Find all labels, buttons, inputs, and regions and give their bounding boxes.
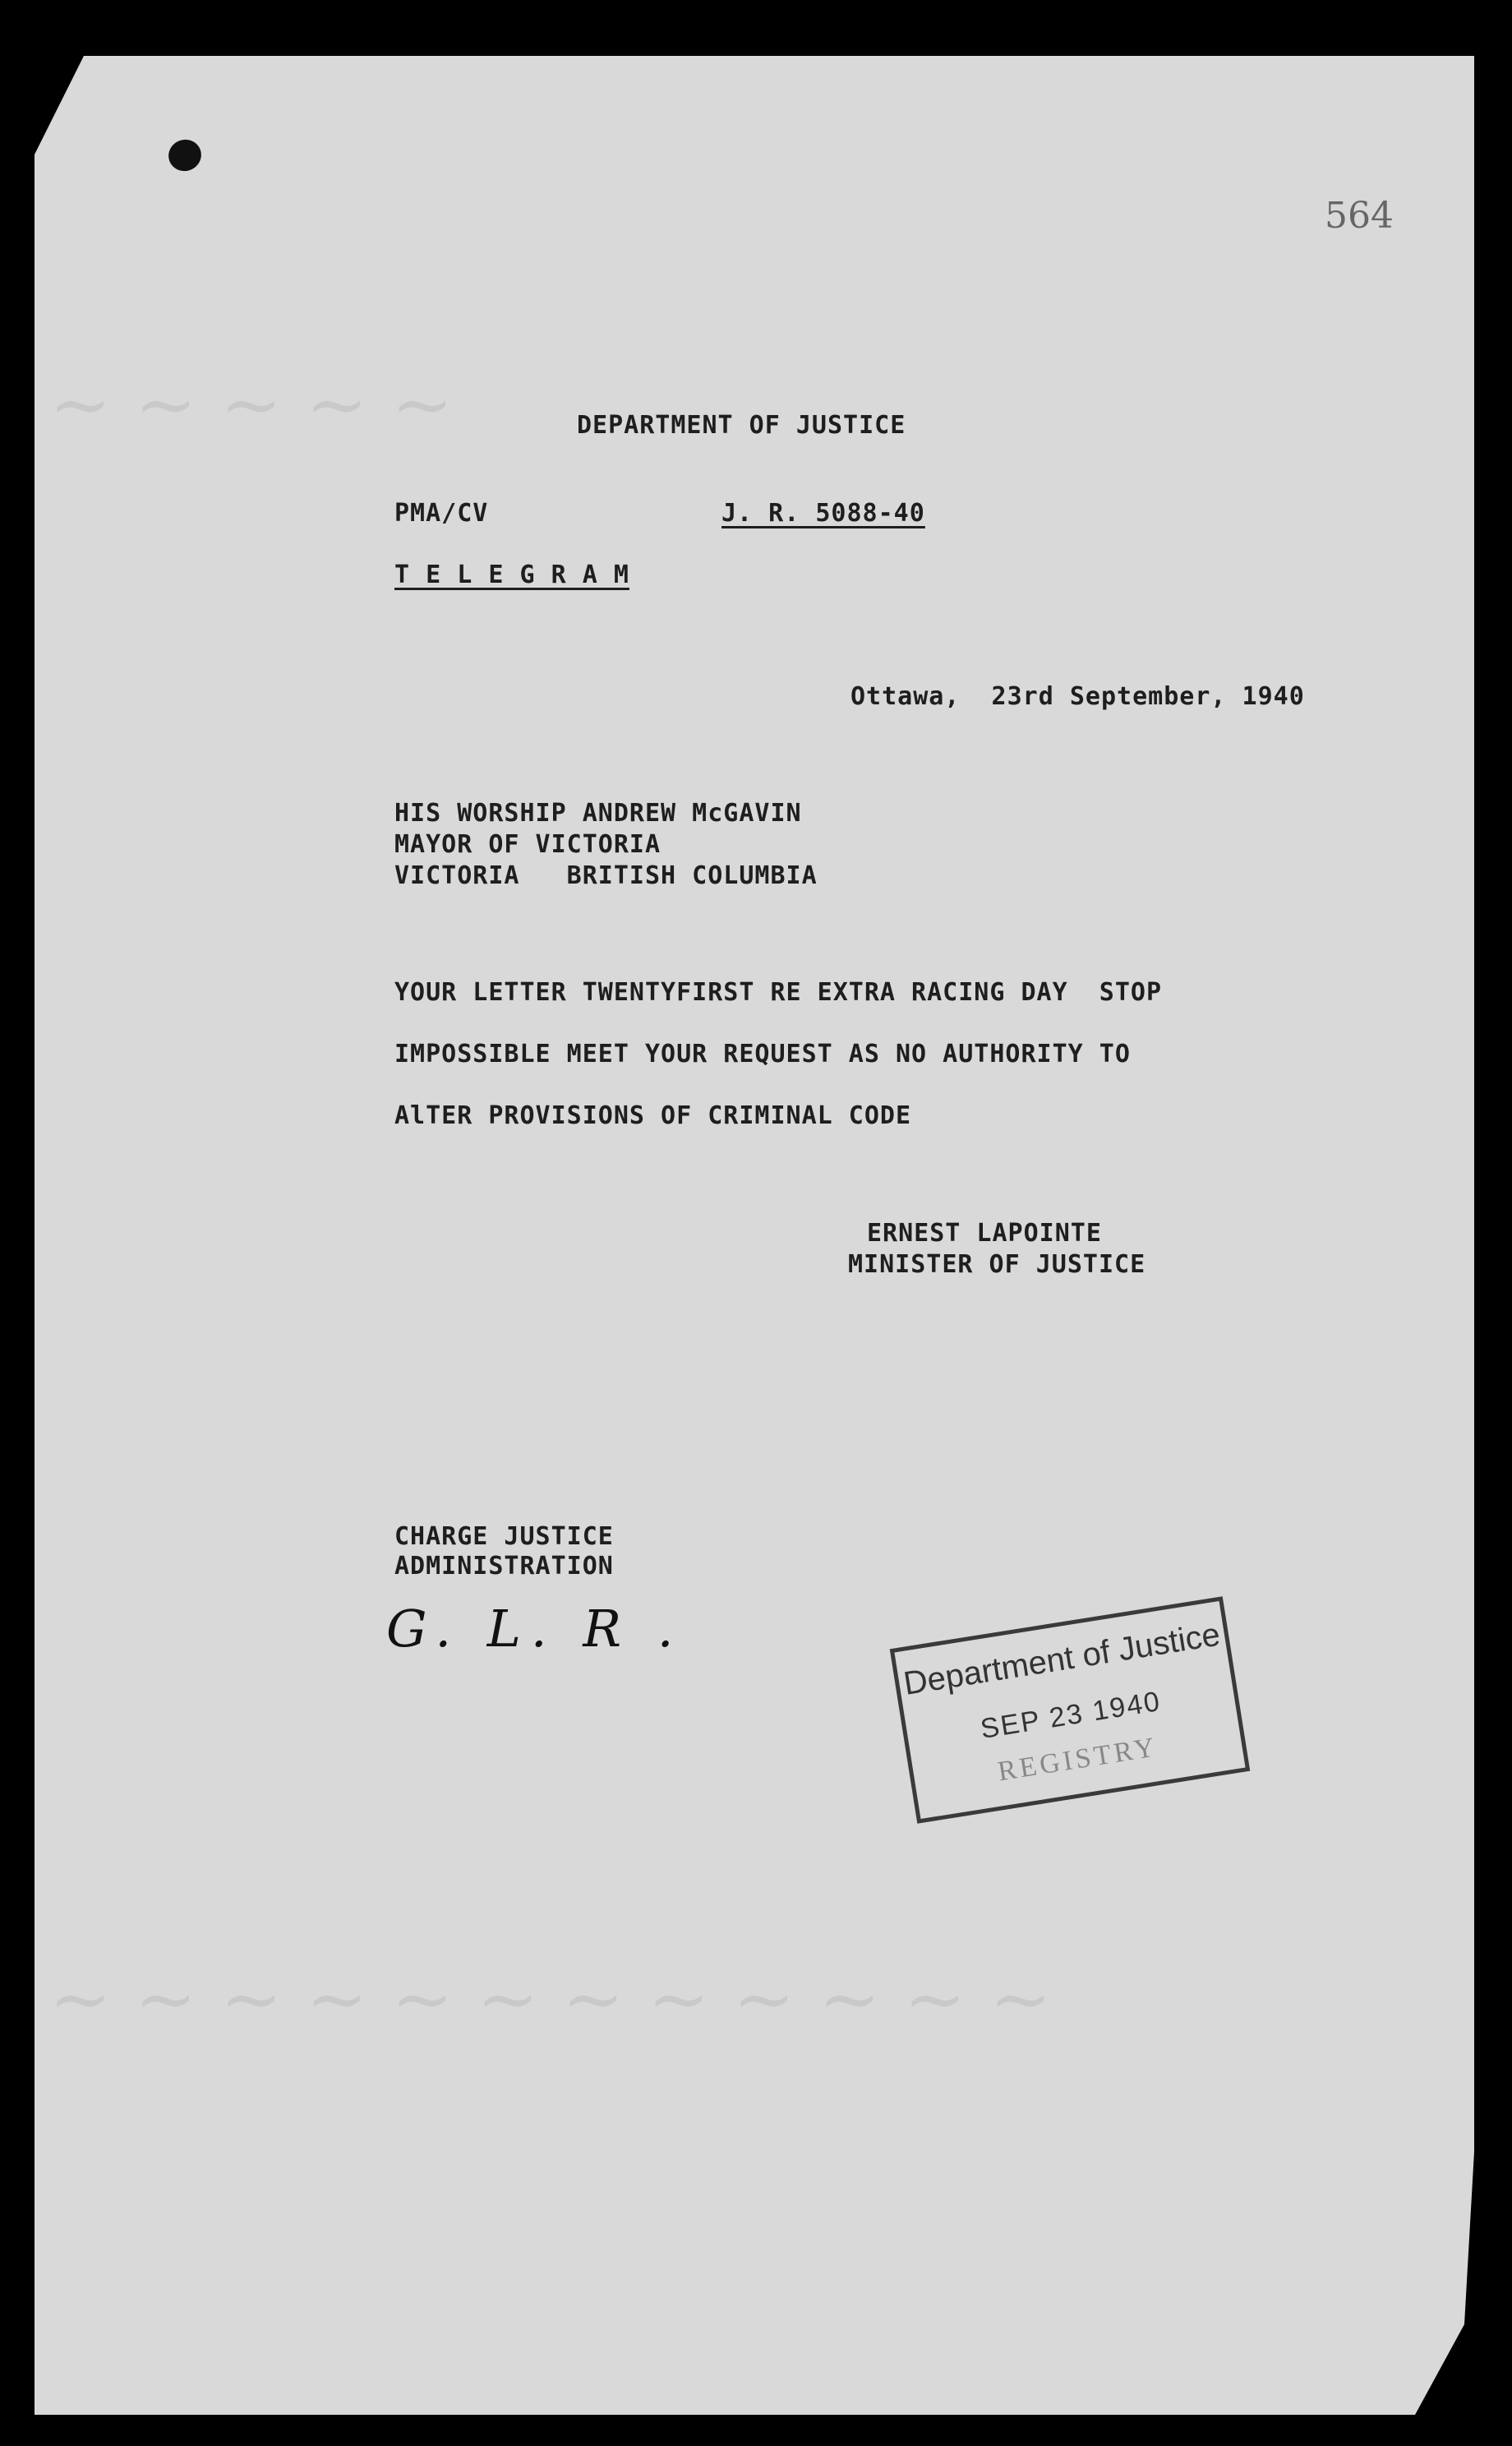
stamp-label: REGISTRY bbox=[995, 1732, 1160, 1788]
file-number: J. R. 5088-40 bbox=[721, 499, 925, 528]
page-number: 564 bbox=[1325, 195, 1394, 237]
message-line: YOUR LETTER TWENTYFIRST RE EXTRA RACING DAY STOP bbox=[394, 978, 1163, 1007]
bleed-through-text: ~ ~ ~ ~ ~ ~ ~ ~ ~ ~ ~ ~ bbox=[49, 1956, 1052, 2042]
reference-initials: PMA/CV bbox=[394, 499, 489, 528]
message-line: AlTER PROVISIONS OF CRIMINAL CODE bbox=[394, 1101, 912, 1130]
handwritten-initials: G. L. R . bbox=[386, 1599, 684, 1659]
charge-line: CHARGE JUSTICE bbox=[394, 1522, 614, 1551]
signature-name: ERNEST LAPOINTE bbox=[867, 1219, 1102, 1248]
department-heading: DEPARTMENT OF JUSTICE bbox=[577, 411, 906, 440]
addressee-line: HIS WORSHIP ANDREW McGAVIN bbox=[394, 799, 802, 828]
stamp-title: Department of Justice bbox=[901, 1616, 1223, 1702]
charge-line: ADMINISTRATION bbox=[394, 1552, 614, 1581]
stamp-date: SEP 23 1940 bbox=[978, 1685, 1164, 1746]
message-line: IMPOSSIBLE MEET YOUR REQUEST AS NO AUTHORITY TO bbox=[394, 1040, 1131, 1068]
document-type: T E L E G R A M bbox=[394, 561, 629, 589]
addressee-line: MAYOR OF VICTORIA bbox=[394, 830, 662, 859]
signature-title: MINISTER OF JUSTICE bbox=[848, 1250, 1146, 1279]
bleed-through-text: ~ ~ ~ ~ ~ bbox=[49, 362, 454, 448]
addressee-line: VICTORIA BRITISH COLUMBIA bbox=[394, 861, 818, 890]
dateline: Ottawa, 23rd September, 1940 bbox=[850, 682, 1305, 711]
